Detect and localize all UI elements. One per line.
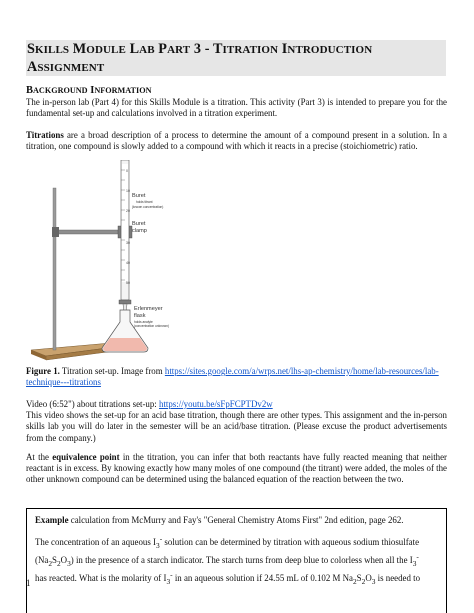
svg-text:holds titrant: holds titrant (136, 200, 153, 204)
svg-text:20: 20 (126, 209, 130, 213)
svg-text:(concentration unknown): (concentration unknown) (134, 324, 169, 328)
stopcock (119, 300, 131, 304)
titrations-paragraph: Titrations are a broad description of a process to determine the amount of a compound present in a solution. In a titration, one compound is slowly added to a compound with which it reacts in a precise (stoichiometric) ratio. (26, 130, 447, 152)
intro-paragraph: The in-person lab (Part 4) for this Skills Module is a titration. This activity (Part 3) is intended to prepare you for the fundamental set-up and calculations involved in a titration experiment. (26, 97, 447, 119)
equivalence-paragraph: At the equivalence point in the titration, you can infer that both reactants have fully reacted meaning that neither reactant is in excess. By knowing exactly how many moles of one compound (the titrant) were added, the moles of the other unknown compound can be determined using the balanced equation of the reaction between the two. (26, 452, 447, 485)
svg-text:40: 40 (126, 261, 130, 265)
buret-label: Buret (132, 193, 146, 199)
svg-text:(known concentration): (known concentration) (132, 205, 164, 209)
page-title: SKILLS MODULE LAB PART 3 - TITRATION INTRODUCTION ASSIGNMENT (27, 41, 373, 75)
clamp-label: Buret (132, 221, 146, 227)
figure-caption: Figure 1. Titration set-up. Image from https://sites.google.com/a/wrps.net/lhs-ap-chemistry/home/lab-resources/lab-technique---titrations (26, 366, 439, 388)
example-box (26, 508, 447, 613)
svg-text:50: 50 (126, 281, 130, 285)
svg-text:10: 10 (126, 189, 130, 193)
titration-setup-figure (26, 160, 226, 368)
svg-text:flask: flask (134, 313, 146, 319)
page-number: 1 (26, 578, 31, 588)
titrations-term: Titrations (26, 130, 64, 140)
svg-text:0: 0 (126, 169, 128, 173)
flask-label: Erlenmeyer (134, 306, 163, 312)
flask-solution (103, 338, 147, 351)
example-header: Example calculation from McMurry and Fay's "General Chemistry Atoms First" 2nd edition, page 262. (35, 515, 404, 525)
stand-rod (53, 188, 56, 350)
example-problem: The concentration of an aqueous $I_3^-$ solution can be determined by titration with aqueous sodium thiosulfate $(Na_2S_2O_3)$ in the presence of a starch indicator. The starch turns from deep blue to colorless when all the $I_3^-$ has reacted. What is the molarity of $I_3^-$ in an aqueous solution if 24.55 mL of 0.102 M $Na_2S_2O_3$ is needed to (35, 534, 421, 586)
background-heading: BACKGROUND INFORMATION (26, 85, 152, 96)
svg-text:holds analyte: holds analyte (134, 320, 153, 324)
video-paragraph: Video (6:52") about titrations set-up: https://youtu.be/sFpFCPTDv2w This video shows the set-up for an acid base titration, though there are other types. This assignment and the in-person skills lab you will do later in the semester will be an acid/base titration. (Please excuse the product advertisements from the company.) (26, 399, 447, 443)
equivalence-term: equivalence point (52, 452, 120, 462)
svg-text:clamp: clamp (132, 228, 147, 234)
video-link[interactable]: https://youtu.be/sFpFCPTDv2w (159, 399, 273, 409)
svg-text:30: 30 (126, 241, 130, 245)
figure-source-link[interactable]: https://sites.google.com/a/wrps.net/lhs-ap-chemistry/home/lab-resources/lab-technique---titrations (26, 366, 439, 388)
clamp-arm (55, 230, 125, 234)
